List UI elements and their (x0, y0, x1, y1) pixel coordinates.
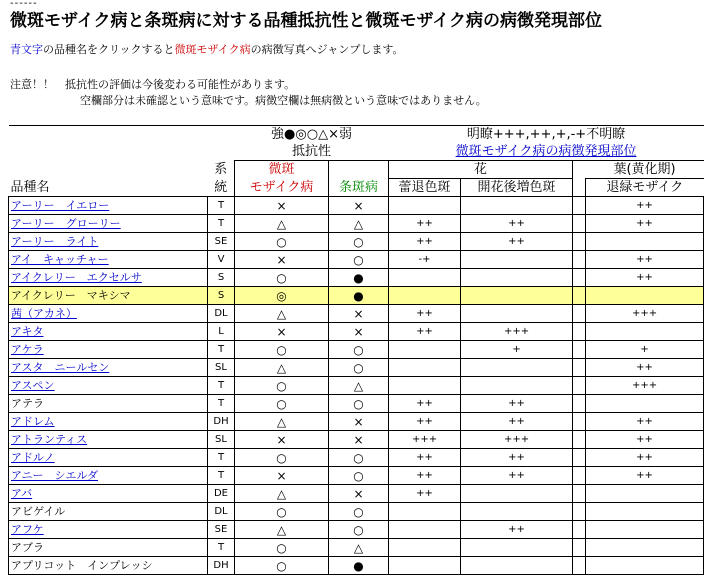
variety-name-cell: アビゲイル (9, 503, 208, 521)
bud-cell: ++ (389, 449, 461, 467)
johan-cell: ○ (329, 449, 389, 467)
variety-name-cell[interactable] (9, 431, 208, 449)
leaf-cell: ++ (586, 431, 704, 449)
keito-cell: T (208, 215, 235, 233)
table-row (9, 485, 704, 503)
spacer-cell (573, 503, 586, 521)
bloom-cell: ++ (461, 521, 573, 539)
variety-link[interactable]: アバ (11, 486, 33, 500)
symptom-site-link[interactable]: 微斑モザイク病の病徴発現部位 (455, 144, 637, 159)
keito-cell: T (208, 341, 235, 359)
variety-name-cell[interactable] (9, 449, 208, 467)
bihan-cell: ○ (235, 503, 329, 521)
spacer-cell (573, 449, 586, 467)
johan-cell: ○ (329, 341, 389, 359)
variety-name-cell[interactable] (9, 305, 208, 323)
variety-link[interactable]: アイクレリー エクセルサ (11, 270, 142, 284)
leaf-mosaic-header: 退緑モザイク (586, 179, 704, 197)
keito-cell: S (208, 287, 235, 305)
variety-link[interactable]: アドレム (11, 414, 55, 428)
resistance-legend: 強●◎○△×弱 (235, 126, 389, 144)
spacer-cell (573, 485, 586, 503)
leaf-cell (586, 287, 704, 305)
keito-cell: DH (208, 557, 235, 575)
intro-end-text: の病徴写真へジャンプします。 (250, 43, 404, 56)
intro-red-text: 微斑モザイク病 (174, 43, 251, 56)
bloom-header: 開花後増色斑 (461, 179, 573, 197)
keito-cell: T (208, 395, 235, 413)
variety-link[interactable]: アーリー イエロー (11, 198, 110, 212)
bud-cell (389, 197, 461, 215)
bud-cell (389, 287, 461, 305)
bud-cell: ++ (389, 413, 461, 431)
bloom-cell (461, 377, 573, 395)
bud-cell: ++ (389, 215, 461, 233)
bihan-cell: × (235, 251, 329, 269)
bud-cell: ++ (389, 485, 461, 503)
johan-cell: △ (329, 539, 389, 557)
keito-cell: DE (208, 485, 235, 503)
variety-name-cell[interactable] (9, 269, 208, 287)
keito-cell: T (208, 197, 235, 215)
spacer-cell (573, 287, 586, 305)
variety-link[interactable]: 茜（アカネ） (11, 306, 77, 320)
leaf-cell: ++ (586, 197, 704, 215)
keito-cell: DL (208, 503, 235, 521)
table-row (9, 467, 704, 485)
bihan-cell: ○ (235, 269, 329, 287)
spacer-cell (573, 359, 586, 377)
bud-cell (389, 269, 461, 287)
variety-link[interactable]: アスタ ニールセン (11, 360, 110, 374)
bud-cell (389, 521, 461, 539)
leaf-cell (586, 503, 704, 521)
bihan-cell: △ (235, 305, 329, 323)
bud-cell (389, 341, 461, 359)
variety-link[interactable]: アトランティス (11, 432, 88, 446)
leaf-cell: ++ (586, 449, 704, 467)
bud-header: 蕾退色斑 (389, 179, 461, 197)
spacer-cell (573, 251, 586, 269)
johan-cell: ○ (329, 503, 389, 521)
intro-middle-text: の品種名をクリックすると (43, 43, 175, 56)
bud-cell: ++ (389, 233, 461, 251)
variety-name-cell: アイクレリー マキシマ (9, 287, 208, 305)
table-row (9, 449, 704, 467)
leaf-cell (586, 557, 704, 575)
bud-cell: -+ (389, 251, 461, 269)
variety-name-cell[interactable] (9, 467, 208, 485)
leaf-cell (586, 539, 704, 557)
bloom-cell (461, 503, 573, 521)
table-row (9, 215, 704, 233)
variety-link[interactable]: アスペン (11, 378, 55, 392)
bloom-cell (461, 197, 573, 215)
keito-cell: T (208, 377, 235, 395)
resistance-header: 抵抗性 (235, 143, 389, 161)
variety-link[interactable]: アドルノ (11, 450, 55, 464)
bud-cell (389, 557, 461, 575)
spacer-cell (573, 341, 586, 359)
bud-cell: ++ (389, 467, 461, 485)
bihan-cell: × (235, 467, 329, 485)
table-row (9, 377, 704, 395)
johan-cell: × (329, 413, 389, 431)
bloom-cell: +++ (461, 431, 573, 449)
table-row (9, 233, 704, 251)
leaf-cell (586, 521, 704, 539)
table-row (9, 305, 704, 323)
leaf-cell: ++ (586, 467, 704, 485)
table-row (9, 413, 704, 431)
variety-table (8, 125, 704, 575)
bihan-cell: △ (235, 413, 329, 431)
note-line-1: 注意！！ 抵抗性の評価は今後変わる可能性があります。 (10, 78, 296, 91)
leaf-cell: +++ (586, 377, 704, 395)
bud-cell: ++ (389, 323, 461, 341)
bihan-cell: ○ (235, 449, 329, 467)
spacer-cell (573, 233, 586, 251)
keito-header-bottom: 統 (208, 179, 235, 197)
leaf-cell (586, 395, 704, 413)
keito-cell: SE (208, 233, 235, 251)
spacer-cell (573, 467, 586, 485)
keito-cell: SL (208, 359, 235, 377)
keito-cell: SL (208, 431, 235, 449)
bloom-cell: + (461, 341, 573, 359)
leaf-cell: ++ (586, 251, 704, 269)
spacer-cell (573, 431, 586, 449)
intro-blue-text: 青文字 (10, 43, 43, 56)
bud-cell (389, 539, 461, 557)
keito-cell: T (208, 539, 235, 557)
bihan-cell: × (235, 197, 329, 215)
johan-cell: ○ (329, 467, 389, 485)
bud-cell: ++ (389, 305, 461, 323)
johan-cell: △ (329, 215, 389, 233)
bloom-cell: ++ (461, 413, 573, 431)
johan-header: 条斑病 (329, 179, 389, 197)
johan-cell: ● (329, 557, 389, 575)
table-row (9, 197, 704, 215)
spacer-cell (573, 521, 586, 539)
spacer-cell (573, 215, 586, 233)
johan-cell: ○ (329, 233, 389, 251)
bloom-cell (461, 287, 573, 305)
bihan-cell: △ (235, 359, 329, 377)
table-row (9, 503, 704, 521)
leaf-cell (586, 233, 704, 251)
keito-cell: SE (208, 521, 235, 539)
johan-cell: ○ (329, 359, 389, 377)
johan-cell: ○ (329, 521, 389, 539)
johan-cell: △ (329, 377, 389, 395)
bihan-cell: ○ (235, 341, 329, 359)
variety-header: 品種名 (9, 179, 208, 197)
leaf-header: 葉(黄化期) (586, 161, 704, 179)
variety-name-cell[interactable] (9, 377, 208, 395)
bloom-cell (461, 557, 573, 575)
bihan-header-top: 微斑 (235, 161, 329, 179)
table-row (9, 557, 704, 575)
bloom-cell (461, 539, 573, 557)
bihan-cell: ○ (235, 233, 329, 251)
table-row (9, 269, 704, 287)
johan-cell: ○ (329, 251, 389, 269)
variety-link[interactable]: アーリー グローリー (11, 216, 121, 230)
variety-name-cell[interactable] (9, 521, 208, 539)
table-row (9, 395, 704, 413)
variety-link[interactable]: アイ キャッチャー (11, 252, 109, 266)
leaf-cell: ++ (586, 413, 704, 431)
note-line-2: 空欄部分は未確認という意味です。病徴空欄は無病徴という意味ではありません。 (80, 94, 487, 107)
leaf-cell: +++ (586, 305, 704, 323)
variety-name-cell[interactable] (9, 197, 208, 215)
variety-link[interactable]: アキタ (11, 324, 44, 338)
johan-cell: ● (329, 287, 389, 305)
bloom-cell: ++ (461, 233, 573, 251)
bud-cell (389, 359, 461, 377)
bihan-cell: × (235, 431, 329, 449)
johan-cell: ● (329, 269, 389, 287)
bihan-cell: ○ (235, 539, 329, 557)
leaf-cell: + (586, 341, 704, 359)
leaf-cell: ++ (586, 269, 704, 287)
keito-cell: DL (208, 305, 235, 323)
johan-cell: × (329, 485, 389, 503)
johan-cell: × (329, 323, 389, 341)
johan-cell: × (329, 431, 389, 449)
spacer-cell (573, 305, 586, 323)
bihan-cell: △ (235, 521, 329, 539)
dash-line: ------ (10, 0, 38, 9)
variety-name-cell[interactable] (9, 359, 208, 377)
bloom-cell: +++ (461, 323, 573, 341)
bloom-cell (461, 485, 573, 503)
keito-cell: T (208, 467, 235, 485)
spacer-cell (573, 557, 586, 575)
variety-name-cell: アテラ (9, 395, 208, 413)
leaf-cell: ++ (586, 359, 704, 377)
bloom-cell: ++ (461, 449, 573, 467)
variety-name-cell[interactable] (9, 413, 208, 431)
leaf-cell (586, 323, 704, 341)
spacer-cell (573, 413, 586, 431)
variety-link[interactable]: アニー シエルダ (11, 468, 99, 482)
variety-name-cell: アプリコット インプレッシ (9, 557, 208, 575)
spacer-cell (573, 197, 586, 215)
spacer-cell (573, 269, 586, 287)
bloom-cell: ++ (461, 215, 573, 233)
johan-cell: ○ (329, 395, 389, 413)
clarity-legend: 明瞭+++,++,+,-+不明瞭 (389, 126, 704, 144)
table-row (9, 431, 704, 449)
variety-link[interactable]: アーリー ライト (11, 234, 99, 248)
variety-name-cell[interactable] (9, 485, 208, 503)
bihan-cell: ○ (235, 395, 329, 413)
table-row (9, 341, 704, 359)
bihan-header-bottom: モザイク病 (235, 179, 329, 197)
table-row (9, 539, 704, 557)
bloom-cell (461, 251, 573, 269)
bihan-cell: ○ (235, 557, 329, 575)
bihan-cell: ◎ (235, 287, 329, 305)
variety-name-cell: アブラ (9, 539, 208, 557)
bloom-cell: ++ (461, 395, 573, 413)
flower-header: 花 (389, 161, 573, 179)
bud-cell (389, 377, 461, 395)
spacer-cell (573, 539, 586, 557)
notes (10, 77, 487, 109)
bud-cell (389, 503, 461, 521)
bihan-cell: △ (235, 215, 329, 233)
variety-name-cell[interactable] (9, 251, 208, 269)
table-row (9, 359, 704, 377)
table-row (9, 323, 704, 341)
keito-cell: S (208, 269, 235, 287)
variety-name-cell[interactable] (9, 323, 208, 341)
bud-cell: +++ (389, 431, 461, 449)
leaf-cell (586, 485, 704, 503)
keito-cell: L (208, 323, 235, 341)
bihan-cell: △ (235, 485, 329, 503)
spacer-cell (573, 395, 586, 413)
table-row (9, 521, 704, 539)
johan-cell: × (329, 197, 389, 215)
variety-name-cell[interactable] (9, 233, 208, 251)
johan-cell: × (329, 305, 389, 323)
bud-cell: ++ (389, 395, 461, 413)
bloom-cell (461, 305, 573, 323)
bihan-cell: ○ (235, 377, 329, 395)
bloom-cell (461, 359, 573, 377)
keito-cell: T (208, 449, 235, 467)
variety-name-cell[interactable] (9, 215, 208, 233)
variety-name-cell[interactable] (9, 341, 208, 359)
spacer-cell (573, 377, 586, 395)
leaf-cell: ++ (586, 215, 704, 233)
intro-text (10, 42, 403, 58)
page-title: 微斑モザイク病と条斑病に対する品種抵抗性と微斑モザイク病の病徴発現部位 (10, 11, 602, 31)
table-row (9, 287, 704, 305)
table-row (9, 251, 704, 269)
bloom-cell: ++ (461, 467, 573, 485)
bihan-cell: × (235, 323, 329, 341)
keito-cell: DH (208, 413, 235, 431)
variety-link[interactable]: アフケ (11, 522, 44, 536)
keito-header-top: 系 (214, 162, 228, 177)
spacer-cell (573, 323, 586, 341)
keito-cell: V (208, 251, 235, 269)
bloom-cell (461, 269, 573, 287)
variety-link[interactable]: アケラ (11, 342, 44, 356)
